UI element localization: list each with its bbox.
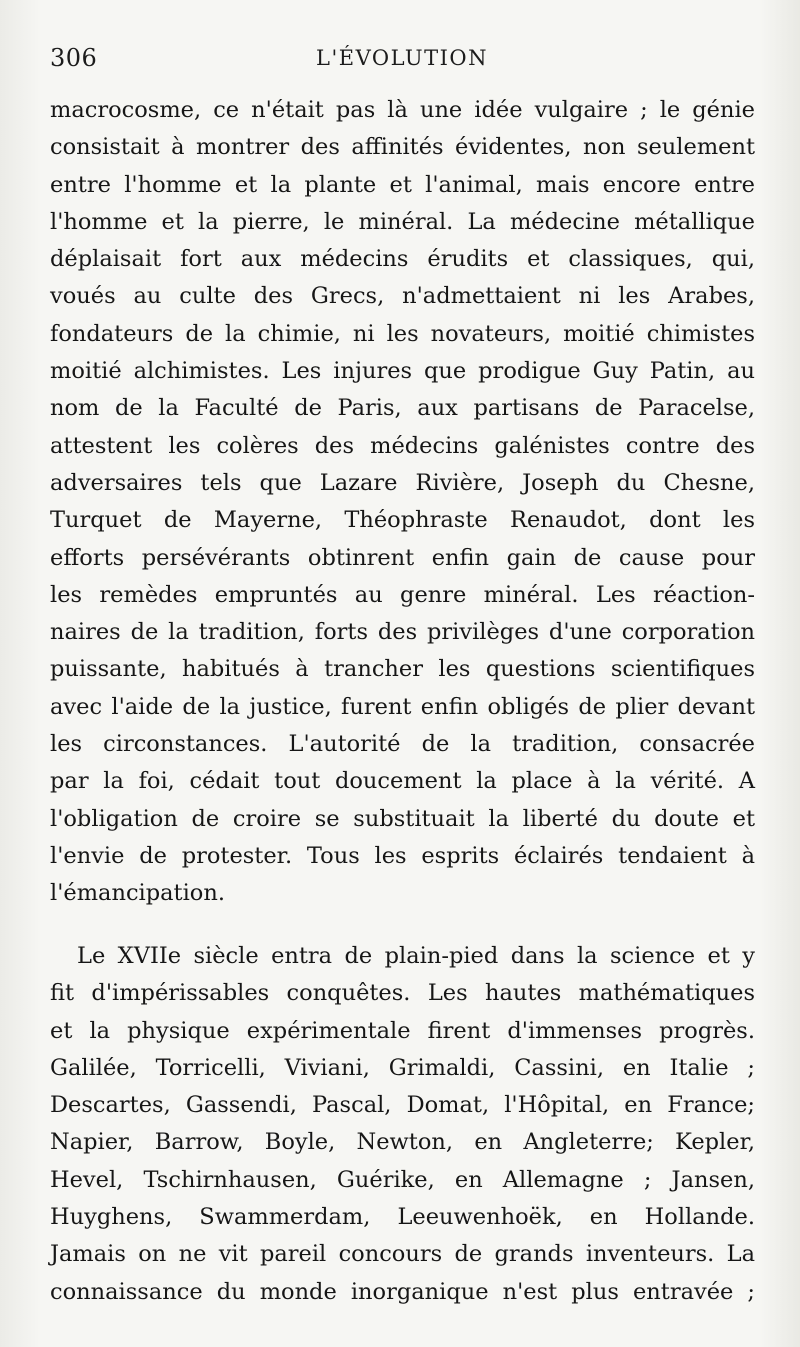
text-line: entre l'homme et la plante et l'animal, mais encore entre — [50, 171, 755, 198]
text-line: macrocosme, ce n'était pas là une idée vulgaire ; le génie — [50, 97, 755, 123]
text-line: adversaires tels que Lazare Rivière, Joseph du Chesne, — [50, 469, 755, 496]
paragraph-1 — [50, 92, 755, 913]
paragraph-2 — [50, 938, 755, 1311]
text-line: efforts persévérants obtinrent enfin gain de cause pour — [50, 544, 755, 571]
text-line: les circonstances. L'autorité de la tradition, consacrée — [50, 731, 755, 758]
text-line: voués au culte des Grecs, n'admettaient ni les Arabes, — [50, 283, 755, 310]
text-line: l'obligation de croire se substituait la liberté du doute et — [50, 805, 755, 832]
text-line: Jamais on ne vit pareil concours de grands inventeurs. La — [50, 1241, 755, 1268]
text-line: Galilée, Torricelli, Viviani, Grimaldi, Cassini, en Italie ; — [50, 1054, 755, 1081]
text-line: consistait à montrer des affinités évidentes, non seulement — [50, 134, 755, 161]
text-line: fondateurs de la chimie, ni les novateurs, moitié chimistes — [50, 320, 755, 347]
text-line: connaissance du monde inorganique n'est plus entravée ; — [50, 1278, 755, 1305]
text-line: puissante, habitués à trancher les questions scientifiques — [50, 656, 755, 683]
text-line: attestent les colères des médecins galénistes contre des — [50, 432, 755, 459]
text-line: Hevel, Tschirnhausen, Guérike, en Allemagne ; Jansen, — [50, 1166, 755, 1193]
text-line: l'homme et la pierre, le minéral. La médecine métallique — [50, 208, 755, 235]
text-line: naires de la tradition, forts des privilèges d'une corporation — [50, 619, 755, 646]
text-line: l'émancipation. — [50, 880, 225, 907]
text-line: nom de la Faculté de Paris, aux partisans de Paracelse, — [50, 395, 755, 422]
text-line: avec l'aide de la justice, furent enfin obligés de plier devant — [50, 693, 755, 720]
text-line: fit d'impérissables conquêtes. Les hautes mathématiques — [50, 980, 755, 1007]
text-line: par la foi, cédait tout doucement la place à la vérité. A — [50, 768, 755, 795]
running-head: L'ÉVOLUTION — [316, 46, 488, 70]
text-line: et la physique expérimentale firent d'immenses progrès. — [50, 1017, 755, 1044]
page-number: 306 — [50, 44, 98, 72]
text-line: Descartes, Gassendi, Pascal, Domat, l'Hôpital, en France; — [50, 1092, 755, 1119]
text-line: Turquet de Mayerne, Théophraste Renaudot, dont les — [50, 507, 755, 534]
text-line: les remèdes empruntés au genre minéral. Les réaction- — [50, 581, 755, 608]
text-line: déplaisait fort aux médecins érudits et classiques, qui, — [50, 246, 755, 273]
text-line: Le XVIIe siècle entra de plain-pied dans la science et y — [77, 943, 755, 969]
text-line: l'envie de protester. Tous les esprits éclairés tendaient à — [50, 842, 755, 869]
text-line: Huyghens, Swammerdam, Leeuwenhoëk, en Hollande. — [50, 1204, 755, 1231]
text-line: Napier, Barrow, Boyle, Newton, en Angleterre; Kepler, — [50, 1129, 755, 1156]
text-line: moitié alchimistes. Les injures que prodigue Guy Patin, au — [50, 358, 755, 385]
page-header — [50, 44, 754, 74]
